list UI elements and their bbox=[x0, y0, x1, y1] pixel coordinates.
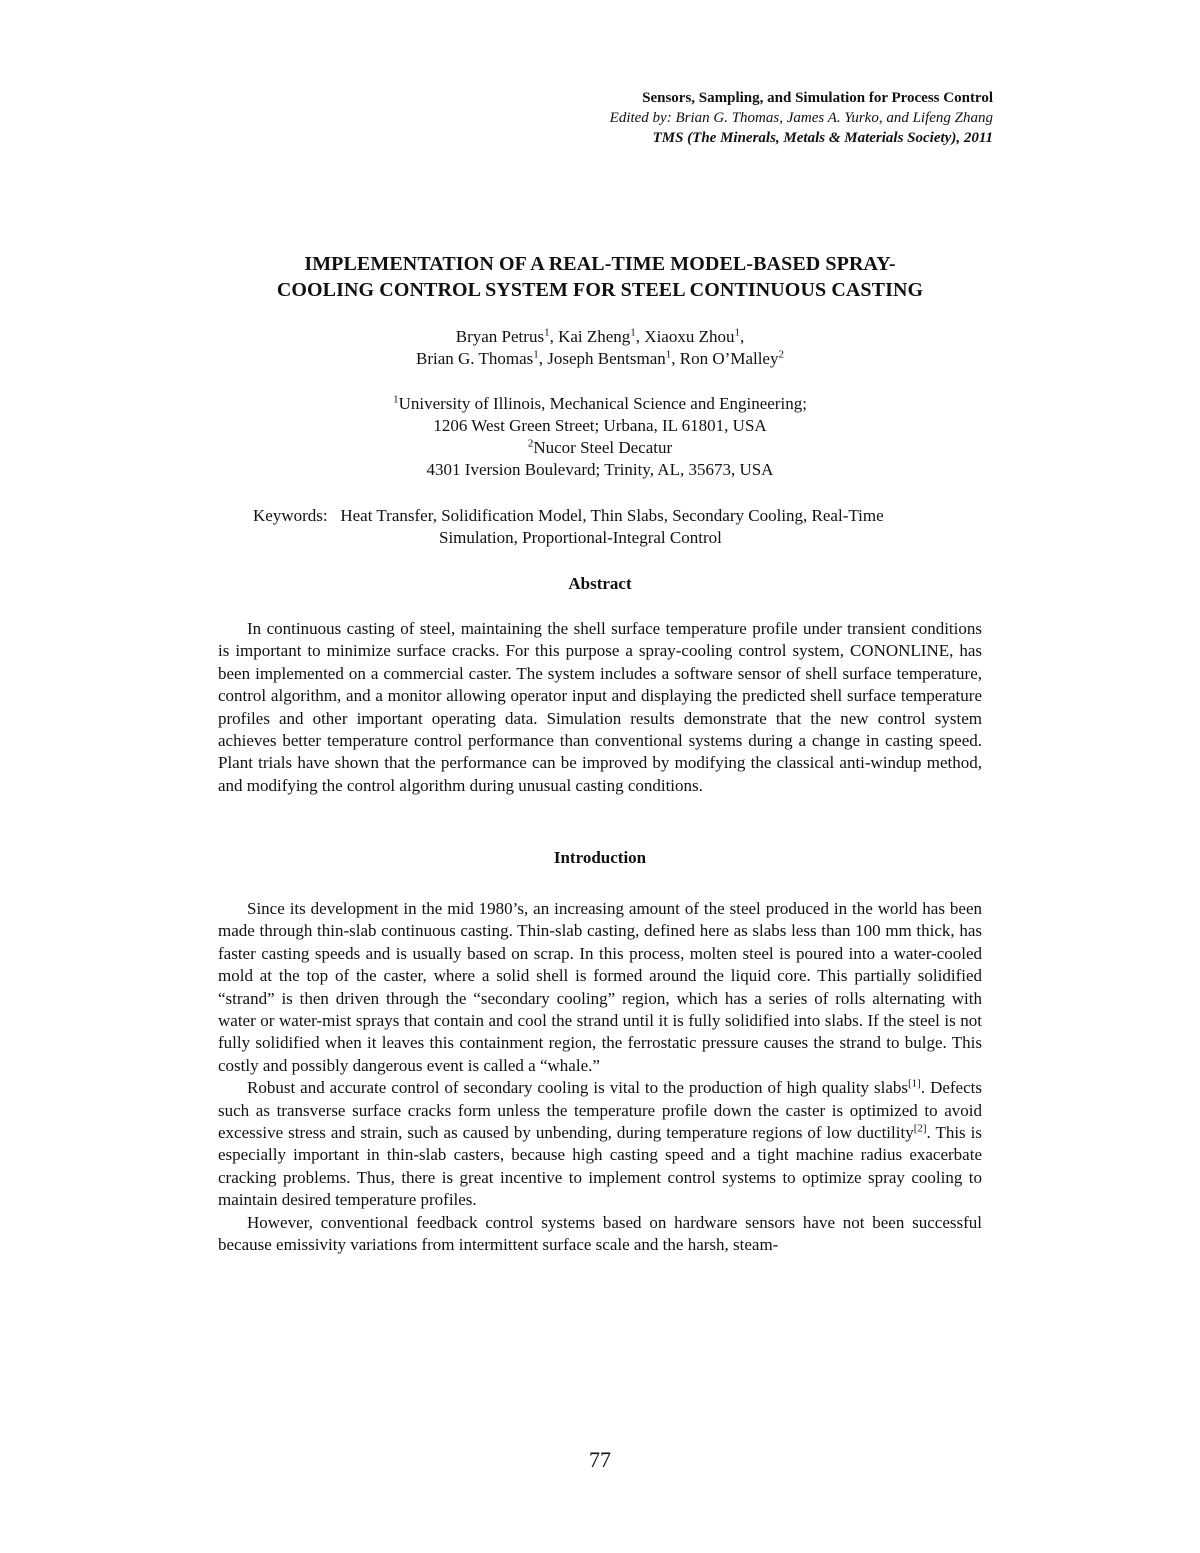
author-list bbox=[200, 326, 1000, 370]
author-name: Ron O’Malley bbox=[679, 349, 779, 368]
affiliations bbox=[200, 393, 1000, 481]
abstract-body bbox=[218, 618, 982, 797]
author-affiliation-mark: 2 bbox=[778, 348, 784, 361]
affiliation-name: University of Illinois, Mechanical Science and Engineering; bbox=[398, 394, 807, 413]
paper-title-line-2: COOLING CONTROL SYSTEM FOR STEEL CONTINUOUS CASTING bbox=[276, 279, 924, 301]
introduction-body bbox=[218, 898, 982, 1257]
citation-2[interactable]: [2] bbox=[913, 1122, 927, 1135]
author-name: Kai Zheng bbox=[558, 327, 631, 346]
introduction-paragraph-3: However, conventional feedback control systems based on hardware sensors have not been successful because emissivity variations from intermittent surface scale and the harsh, steam- bbox=[218, 1212, 982, 1255]
introduction-paragraph-1: Since its development in the mid 1980’s, an increasing amount of the steel produced in the world has been made through thin-slab continuous casting. Thin-slab casting, defined here as slabs less than 100 mm thick, has faster casting speeds and is usually based on scrap. In this process, molten steel is poured into a water-cooled mold at the top of the caster, where a solid shell is formed around the liquid core. This partially solidified “strand” is then driven through the “secondary cooling” region, which has a series of rolls alternating with water or water-mist sprays that contain and cool the strand until it is fully solidified into slabs. If the steel is not fully solidified when it leaves this containment region, the ferrostatic pressure causes the strand to bulge. This costly and possibly dangerous event is called a “whale.” bbox=[218, 899, 982, 1075]
author-affiliation-mark: 1 bbox=[665, 348, 672, 361]
proceedings-publisher: TMS (The Minerals, Metals & Materials Society), 2011 bbox=[652, 130, 993, 146]
author-affiliation-mark: 1 bbox=[544, 326, 550, 339]
running-header bbox=[610, 88, 993, 148]
affiliation-name: Nucor Steel Decatur bbox=[533, 438, 673, 457]
keywords-line-1: Heat Transfer, Solidification Model, Thin Slabs, Secondary Cooling, Real-Time bbox=[340, 506, 884, 525]
author-name: Brian G. Thomas bbox=[416, 349, 534, 368]
paper-title bbox=[200, 251, 1000, 303]
affiliation-1-address: 1206 West Green Street; Urbana, IL 61801, USA bbox=[433, 416, 767, 435]
author-name: Bryan Petrus bbox=[455, 327, 545, 346]
author-affiliation-mark: 1 bbox=[630, 326, 636, 339]
citation-1[interactable]: [1] bbox=[908, 1077, 921, 1090]
keywords bbox=[253, 505, 993, 549]
author-affiliation-mark: 1 bbox=[533, 348, 539, 361]
author-line-1: Bryan Petrus$^1$, Kai Zheng$^1$, Xiaoxu Zhou$^1$, bbox=[455, 326, 745, 346]
affiliation-1-line-1 bbox=[200, 393, 1000, 415]
paper-title-line-1: IMPLEMENTATION OF A REAL-TIME MODEL-BASED SPRAY- bbox=[304, 253, 896, 275]
keywords-line-2: Simulation, Proportional-Integral Control bbox=[439, 528, 722, 547]
abstract-paragraph: In continuous casting of steel, maintaining the shell surface temperature profile under transient conditions is important to minimize surface cracks. For this purpose a spray-cooling control system, CONONLINE, has been implemented on a commercial caster. The system includes a software sensor of shell surface temperature, control algorithm, and a monitor allowing operator input and displaying the predicted shell surface temperature profiles and other important operating data. Simulation results demonstrate that the new control system achieves better temperature control performance than conventional systems during a change in casting speed. Plant trials have shown that the performance can be improved by modifying the classical anti-windup method, and modifying the control algorithm during unusual casting conditions. bbox=[218, 619, 982, 795]
author-line-2: Brian G. Thomas$^1$, Joseph Bentsman$^1$, Ron O’Malley$^2$ bbox=[416, 348, 784, 368]
author-name: Xiaoxu Zhou bbox=[644, 327, 735, 346]
keywords-label: Keywords: bbox=[253, 506, 328, 525]
proceedings-editors: Edited by: Brian G. Thomas, James A. Yurko, and Lifeng Zhang bbox=[609, 110, 993, 126]
author-affiliation-mark: 1 bbox=[734, 326, 740, 339]
affiliation-mark: 2 bbox=[527, 437, 534, 450]
proceedings-title: Sensors, Sampling, and Simulation for Process Control bbox=[642, 90, 993, 106]
introduction-paragraph-2: Robust and accurate control of secondary cooling is vital to the production of high quality slabs[1]. Defects such as transverse surface cracks form unless the temperature profile down the caster is optimized to avoid excessive stress and strain, such as caused by unbending, during temperature regions of low ductility[2]. This is especially important in thin-slab casters, because high casting speed and a tight machine radius exacerbate cracking problems. Thus, there is great incentive to implement control systems to optimize spray cooling to maintain desired temperature profiles. bbox=[218, 1077, 982, 1210]
affiliation-2-address: 4301 Iversion Boulevard; Trinity, AL, 35673, USA bbox=[426, 460, 774, 479]
introduction-heading: Introduction bbox=[553, 848, 647, 867]
page-number: 77 bbox=[589, 1447, 611, 1472]
abstract-heading: Abstract bbox=[568, 574, 632, 593]
author-name: Joseph Bentsman bbox=[547, 349, 666, 368]
affiliation-mark: 1 bbox=[393, 393, 399, 406]
affiliation-2-line-1 bbox=[200, 437, 1000, 459]
